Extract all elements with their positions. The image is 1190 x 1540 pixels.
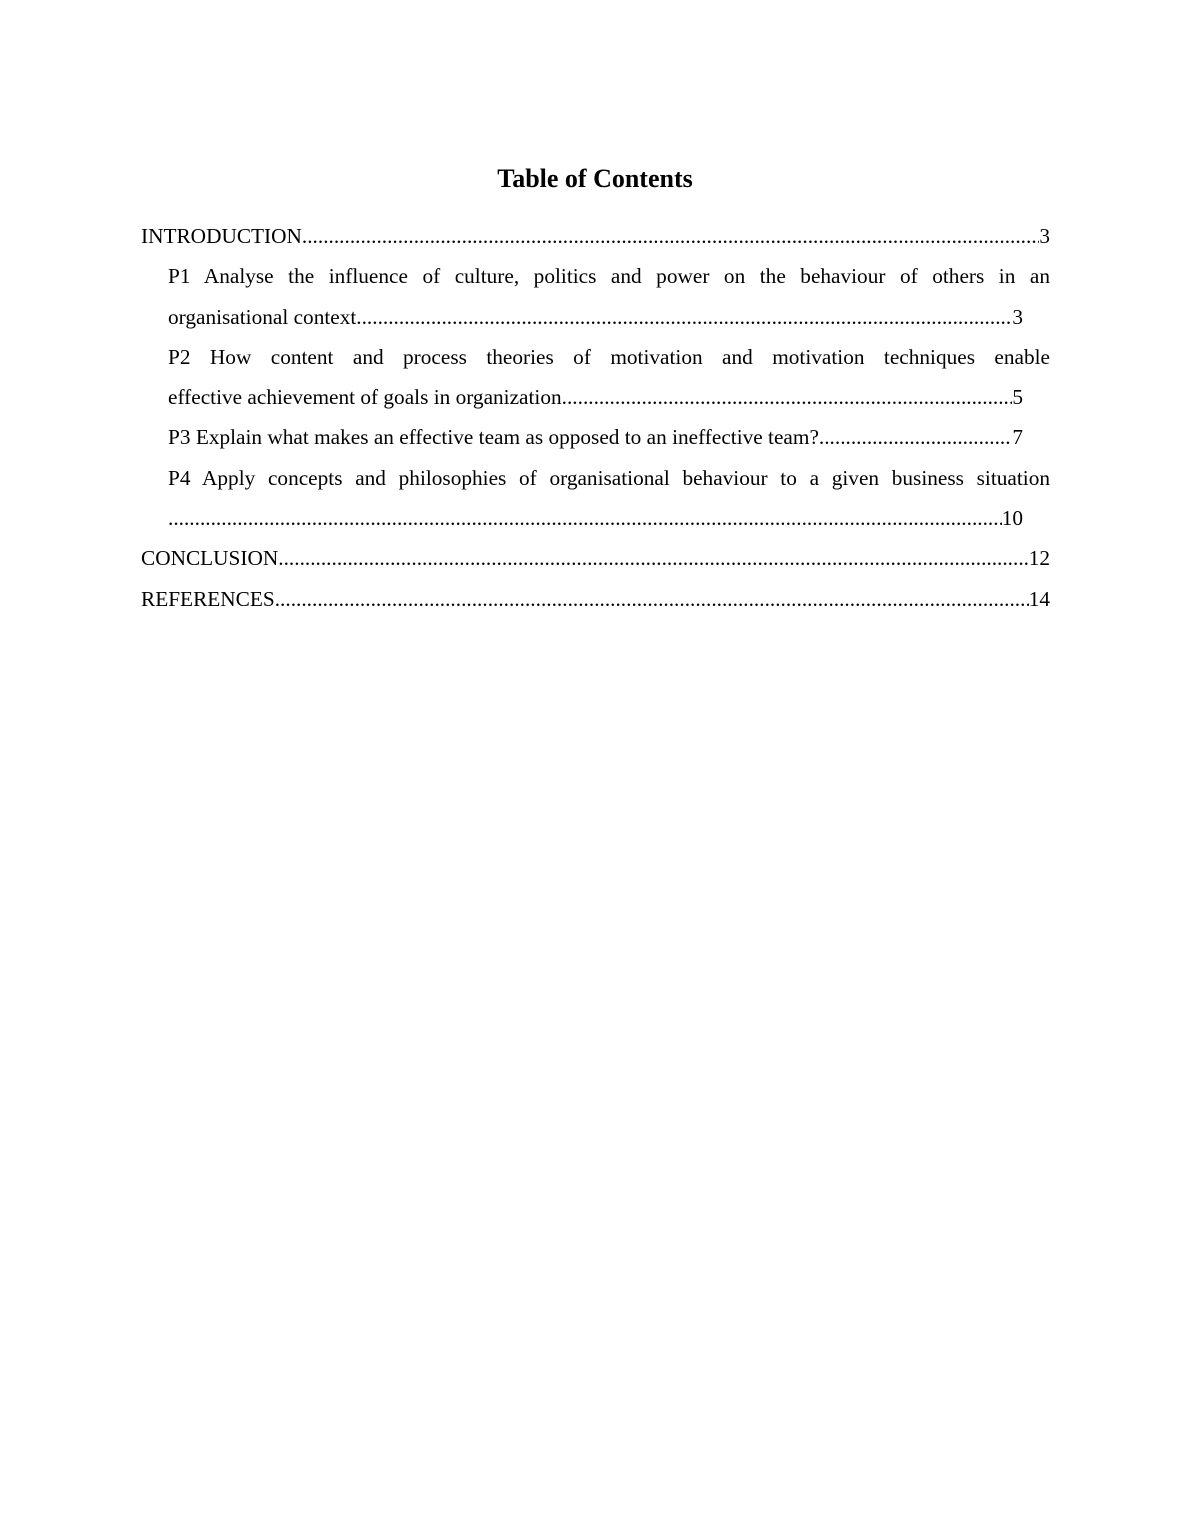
dot-leader — [819, 417, 1012, 457]
toc-entry-label-line-1: P2 How content and process theories of motivation and motivation techniques enable — [168, 344, 1050, 369]
toc-entry-conclusion[interactable] — [141, 538, 1050, 578]
toc-entry-introduction[interactable] — [141, 216, 1050, 256]
dot-leader — [275, 579, 1029, 619]
toc-entry-p4[interactable] — [141, 458, 1050, 539]
toc-entry-label-line-2: effective achievement of goals in organization — [168, 385, 562, 410]
toc-entry-label: REFERENCES — [141, 586, 275, 611]
dot-leader — [278, 538, 1028, 578]
dot-leader — [356, 297, 1012, 337]
dot-leader — [168, 498, 1002, 538]
toc-entry-label-line-1: P1 Analyse the influence of culture, politics and power on the behaviour of others in an — [168, 264, 1050, 289]
dot-leader — [302, 216, 1039, 256]
toc-entry-label-line-1: P4 Apply concepts and philosophies of organisational behaviour to a given business situation — [168, 465, 1050, 490]
toc-page-number: 5 — [1012, 385, 1023, 410]
toc-entry-p1[interactable] — [141, 256, 1050, 337]
toc-page-number: 3 — [1039, 224, 1050, 248]
toc-page-number: 12 — [1028, 546, 1050, 571]
toc-entry-p2[interactable] — [141, 337, 1050, 418]
toc-entry-label-line-2: organisational context — [168, 304, 357, 329]
toc-entry-label: P3 Explain what makes an effective team as opposed to an ineffective team? — [168, 425, 819, 450]
toc-entry-label: CONCLUSION — [141, 546, 279, 571]
toc-entry-p3[interactable] — [141, 417, 1050, 457]
toc-page-number: 10 — [1001, 506, 1023, 531]
table-of-contents — [141, 216, 1050, 619]
toc-entry-label: INTRODUCTION — [141, 224, 302, 248]
toc-entry-references[interactable] — [141, 579, 1050, 619]
toc-page-number: 14 — [1028, 586, 1050, 611]
dot-leader — [562, 377, 1013, 417]
toc-title: Table of Contents — [497, 164, 693, 193]
toc-page-number: 3 — [1012, 304, 1023, 329]
toc-page-number: 7 — [1012, 425, 1023, 450]
